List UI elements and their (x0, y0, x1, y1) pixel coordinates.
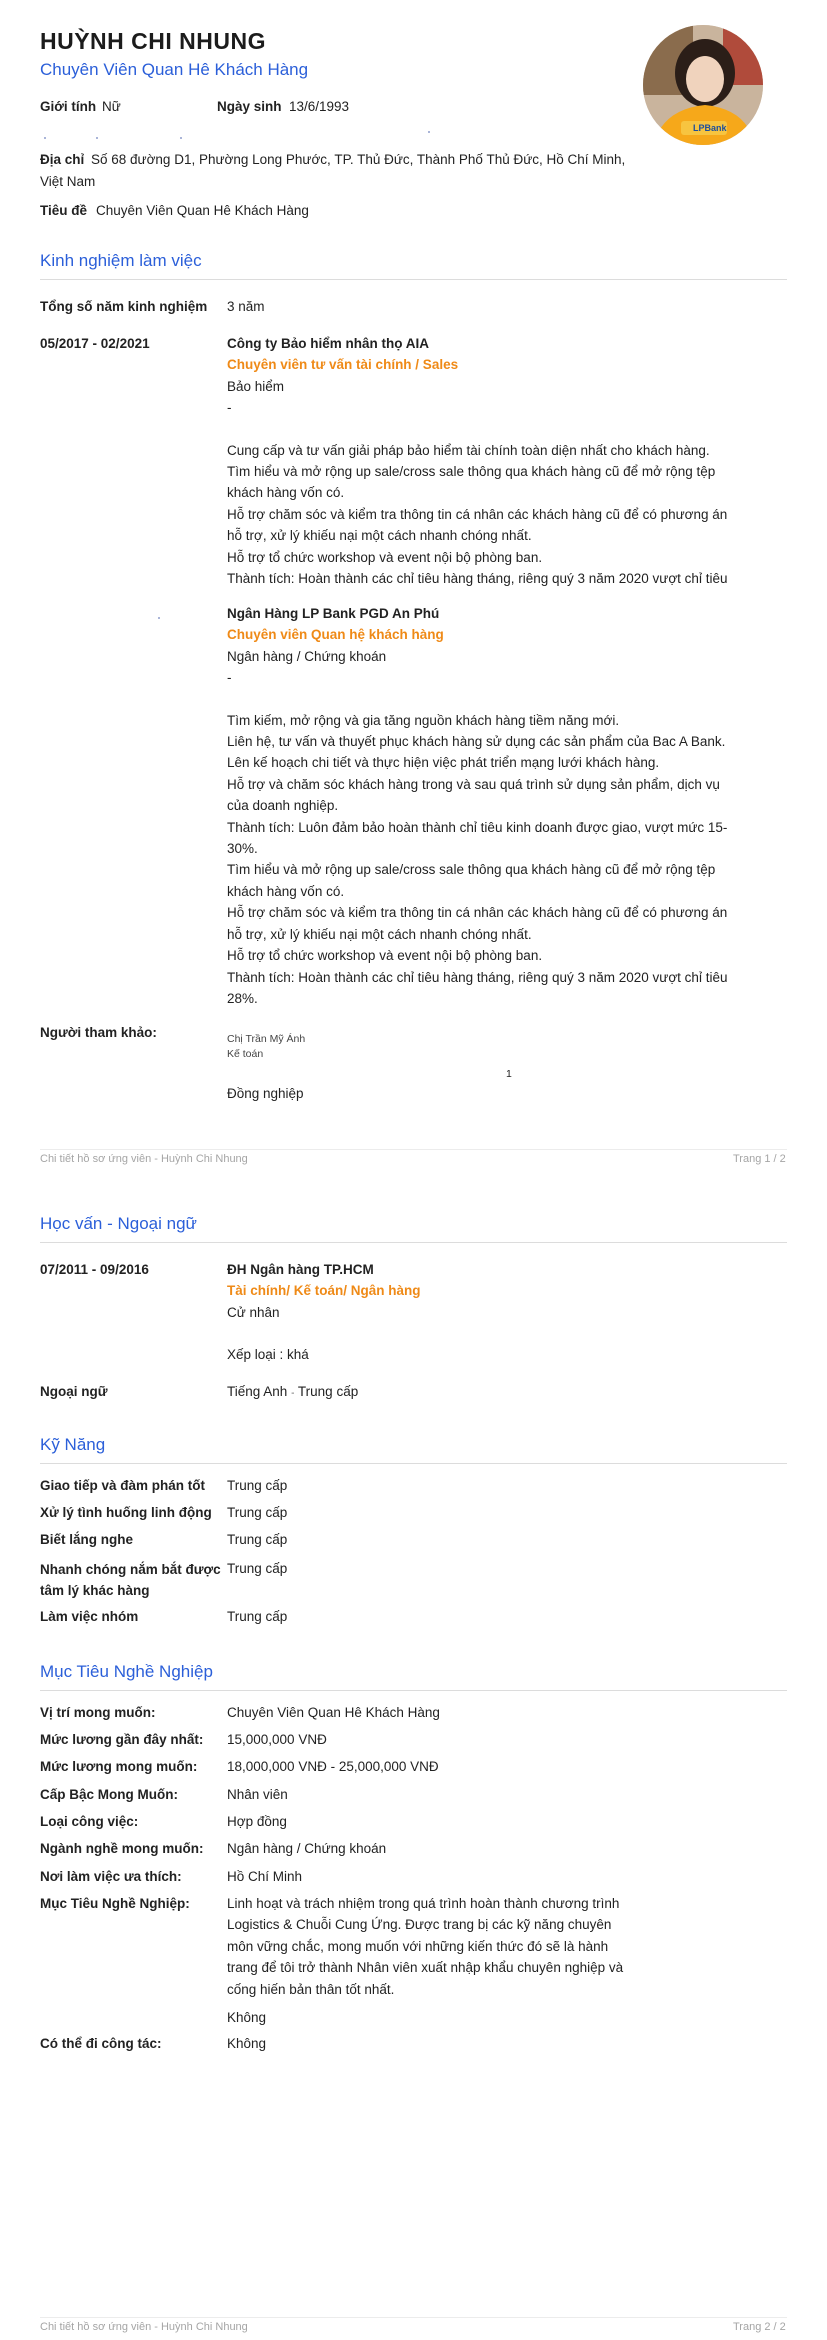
candidate-name: HUỲNH CHI NHUNG (40, 28, 266, 54)
skill-name-line: Nhanh chóng nắm bắt được (40, 1562, 221, 1577)
divider (40, 1463, 787, 1464)
experience-section-title: Kinh nghiệm làm việc (40, 251, 202, 270)
scan-speck (180, 137, 182, 139)
job-description-line: Hỗ trợ tổ chức workshop và event nội bộ phòng ban. (227, 549, 543, 565)
job-description-line: của doanh nghiệp. (227, 798, 339, 814)
school-name: ĐH Ngân hàng TP.HCM (227, 1262, 374, 1277)
job-description-line: hỗ trợ, xử lý khiếu nại một cách nhanh chóng nhất. (227, 528, 532, 544)
address-label: Địa chỉ (40, 152, 85, 167)
goal-value: Hồ Chí Minh (227, 1869, 303, 1884)
gender-value: Nữ (102, 99, 121, 114)
job-description-line: Hỗ trợ chăm sóc và kiểm tra thông tin cá nhân các khách hàng cũ để có phương án (227, 506, 728, 522)
skill-name: Giao tiếp và đàm phán tốt (40, 1478, 206, 1493)
career-goals-section-title: Mục Tiêu Nghề Nghiệp (40, 1662, 213, 1681)
goal-value: 18,000,000 VNĐ - 25,000,000 VNĐ (227, 1759, 439, 1774)
goal-label: Vị trí mong muốn: (40, 1705, 156, 1720)
job-description-line: Thành tích: Luôn đảm bảo hoàn thành chỉ tiêu kinh doanh được giao, vượt mức 15- (227, 819, 728, 835)
job-description-line: Cung cấp và tư vấn giải pháp bảo hiểm tài chính toàn diện nhất cho khách hàng. (227, 442, 710, 458)
objective-extra: Không (227, 2010, 267, 2026)
job-industry: Bảo hiểm (227, 378, 285, 394)
job-description-line: Hỗ trợ và chăm sóc khách hàng trong và sau quá trình sử dụng sản phẩm, dịch vụ (227, 776, 720, 792)
divider (40, 1690, 787, 1691)
gender-label: Giới tính (40, 99, 97, 114)
footer-left: Chi tiết hồ sơ ứng viên - Huỳnh Chi Nhung (40, 1153, 248, 1165)
goal-label: Loại công việc: (40, 1814, 139, 1829)
page-number: Trang 1 / 2 (733, 1153, 786, 1165)
job-description-line: Liên hệ, tư vấn và thuyết phục khách hàng sử dụng các sản phẩm của Bac A Bank. (227, 734, 726, 750)
dob-value: 13/6/1993 (289, 99, 350, 114)
education-grade: Xếp loại : khá (227, 1347, 309, 1363)
objective-text (227, 1893, 667, 2028)
goal-value: Chuyên Viên Quan Hê Khách Hàng (227, 1705, 440, 1720)
travel-label: Có thể đi công tác: (40, 2036, 162, 2051)
job-description-line: hỗ trợ, xử lý khiếu nại một cách nhanh chóng nhất. (227, 926, 532, 942)
divider (40, 279, 787, 280)
job-separator: - (227, 670, 232, 686)
goal-value: Nhân viên (227, 1787, 288, 1802)
scan-speck (96, 137, 98, 139)
job-description-line: khách hàng vốn có. (227, 485, 345, 501)
job-industry: Ngân hàng / Chứng khoán (227, 648, 387, 664)
footer-left: Chi tiết hồ sơ ứng viên - Huỳnh Chi Nhung (40, 2321, 248, 2333)
education-degree: Cử nhân (227, 1304, 280, 1320)
reference-relation: Đồng nghiệp (227, 1086, 304, 1101)
reference-role: Kế toán (227, 1048, 264, 1060)
job-company: Công ty Bảo hiểm nhân thọ AIA (227, 336, 429, 351)
objective-line: cống hiến bản thân tốt nhất. (227, 1981, 395, 1997)
job-position: Chuyên viên Quan hệ khách hàng (227, 627, 444, 643)
goal-label: Mức lương gần đây nhất: (40, 1732, 204, 1747)
scan-speck (158, 617, 160, 619)
page-number: Trang 2 / 2 (733, 2321, 786, 2333)
goal-label: Ngành nghề mong muốn: (40, 1841, 204, 1856)
job-period: 05/2017 - 02/2021 (40, 336, 150, 351)
skill-name: Xử lý tình huống linh động (40, 1505, 212, 1520)
travel-value: Không (227, 2036, 267, 2051)
job-entry (227, 603, 757, 1009)
education-period: 07/2011 - 09/2016 (40, 1262, 149, 1277)
scan-speck (44, 137, 46, 139)
scan-speck (428, 131, 430, 133)
goal-value: Ngân hàng / Chứng khoán (227, 1841, 387, 1856)
skill-level: Trung cấp (227, 1478, 288, 1493)
language-value (227, 1384, 358, 1399)
education-section-title: Học vấn - Ngoại ngữ (40, 1214, 197, 1233)
objective-line: Linh hoạt và trách nhiệm trong quá trình hoàn thành chương trình (227, 1896, 620, 1911)
heading-label: Tiêu đề (40, 203, 88, 218)
divider (40, 1242, 787, 1243)
skill-level: Trung cấp (227, 1561, 288, 1576)
job-separator: - (227, 400, 232, 416)
reference-label: Người tham khảo: (40, 1025, 157, 1040)
language-label: Ngoại ngữ (40, 1384, 108, 1399)
reference-name: Chị Trần Mỹ Ánh (227, 1033, 306, 1045)
objective-line: môn vững chắc, mong muốn với những kiến thức đó sẽ là hành (227, 1938, 609, 1954)
job-description-line: Thành tích: Hoàn thành các chỉ tiêu hàng tháng, riêng quý 3 năm 2020 vượt chỉ tiêu (227, 969, 728, 985)
reference-marker: 1 (506, 1068, 512, 1080)
skill-name: Làm việc nhóm (40, 1609, 139, 1624)
language-level: Trung cấp (297, 1384, 359, 1399)
job-description-line: Hỗ trợ tổ chức workshop và event nội bộ phòng ban. (227, 948, 543, 964)
photo-badge-text: LPBank (693, 123, 727, 133)
goal-label: Cấp Bậc Mong Muốn: (40, 1787, 178, 1802)
footer-divider (40, 1149, 787, 1150)
objective-line: trang để tôi trở thành Nhân viên xuất nhập khẩu chuyên nghiệp và (227, 1960, 624, 1976)
objective-line: Logistics & Chuỗi Cung Ứng. Được trang bị các kỹ năng chuyên (227, 1917, 612, 1933)
job-description-line: Tìm hiểu và mở rộng up sale/cross sale thông qua khách hàng cũ để mở rộng tệp (227, 862, 716, 878)
job-description-line: 30%. (227, 841, 258, 857)
job-description-line: Thành tích: Hoàn thành các chỉ tiêu hàng tháng, riêng quý 3 năm 2020 vượt chỉ tiêu (227, 571, 728, 587)
skill-level: Trung cấp (227, 1505, 288, 1520)
avatar (643, 25, 763, 145)
job-description-line: 28%. (227, 990, 258, 1006)
skill-name: Biết lắng nghe (40, 1532, 134, 1547)
total-experience-value: 3 năm (227, 299, 265, 314)
education-major: Tài chính/ Kế toán/ Ngân hàng (227, 1283, 421, 1299)
job-description-line: Tìm hiểu và mở rộng up sale/cross sale thông qua khách hàng cũ để mở rộng tệp (227, 464, 716, 480)
job-entry (227, 333, 757, 589)
total-experience-label: Tổng số năm kinh nghiệm (40, 299, 208, 314)
skill-name-line: tâm lý khác hàng (40, 1583, 150, 1598)
skill-level: Trung cấp (227, 1609, 288, 1624)
objective-label: Mục Tiêu Nghề Nghiệp: (40, 1896, 190, 1911)
footer-divider (40, 2317, 787, 2318)
skills-section-title: Kỹ Năng (40, 1435, 106, 1454)
goal-value: Hợp đồng (227, 1814, 287, 1829)
skill-name (40, 1559, 221, 1601)
address-value: Số 68 đường D1, Phường Long Phước, TP. Thủ Đức, Thành Phố Thủ Đức, Hồ Chí Minh, (91, 152, 626, 167)
goal-label: Mức lương mong muốn: (40, 1759, 198, 1774)
goal-label: Nơi làm việc ưa thích: (40, 1869, 182, 1884)
language-separator: - (291, 1388, 295, 1399)
address-value-cont: Việt Nam (40, 174, 96, 189)
education-entry (227, 1259, 757, 1366)
job-description-line: Hỗ trợ chăm sóc và kiểm tra thông tin cá nhân các khách hàng cũ để có phương án (227, 905, 728, 921)
job-position: Chuyên viên tư vấn tài chính / Sales (227, 357, 459, 373)
job-company: Ngân Hàng LP Bank PGD An Phú (227, 606, 440, 621)
job-description-line: Tìm kiếm, mở rộng và gia tăng nguồn khách hàng tiềm năng mới. (227, 712, 620, 728)
dob-label: Ngày sinh (217, 99, 282, 114)
language-name: Tiếng Anh (227, 1384, 288, 1399)
goal-value: 15,000,000 VNĐ (227, 1732, 327, 1747)
skill-level: Trung cấp (227, 1532, 288, 1547)
job-description-line: Lên kế hoạch chi tiết và thực hiện việc phát triển mạng lưới khách hàng. (227, 755, 660, 771)
candidate-job-title: Chuyên Viên Quan Hê Khách Hàng (40, 60, 309, 79)
job-description-line: khách hàng vốn có. (227, 883, 345, 899)
heading-value: Chuyên Viên Quan Hê Khách Hàng (96, 203, 309, 218)
